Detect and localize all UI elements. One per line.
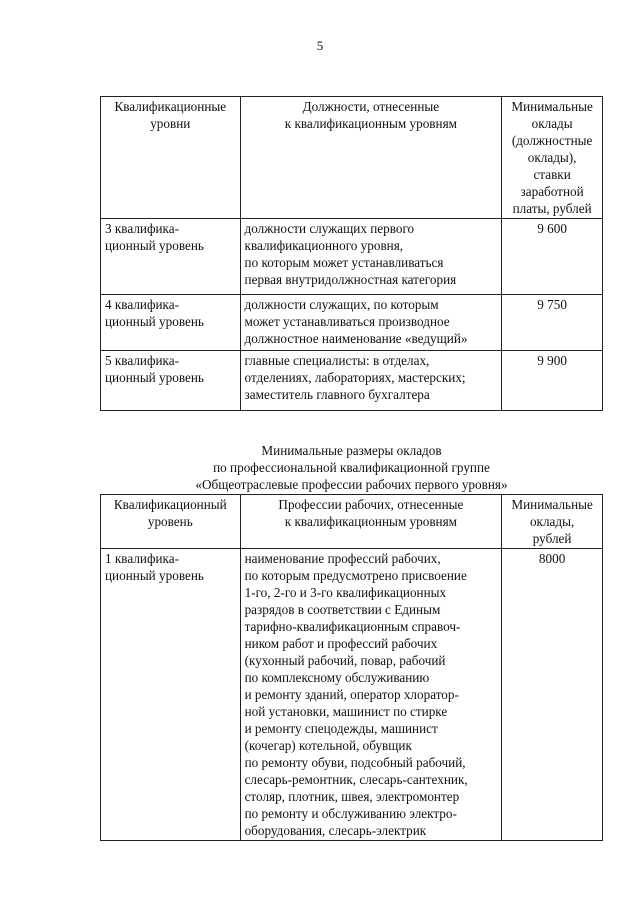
positions-cell: должности служащих, по которым может устанавливаться производное должностное наименование «ведущий» xyxy=(240,295,502,351)
header-qualification-levels: Квалификационные уровни xyxy=(101,97,241,219)
table-row xyxy=(101,295,603,351)
header-min-salary: Минимальные оклады, рублей xyxy=(502,495,603,549)
salary-cell: 9 900 xyxy=(502,351,603,411)
salary-cell: 8000 xyxy=(502,549,603,841)
table-header-row xyxy=(101,97,603,219)
professions-cell: наименование профессий рабочих, по которым предусмотрено присвоение 1-го, 2-го и 3-го квалификационных разрядов в соответствии с Единым тарифно-квалификационным справоч- ником работ и профессий рабочих (кухонный рабочий, повар, рабочий по комплексному обслуживанию и ремонту зданий, оператор хлоратор- ной установки, машинист по стирке и ремонту спецодежды, машинист (кочегар) котельной, обувщик по ремонту обуви, подсобный рабочий, слесарь-ремонтник, слесарь-сантехник, столяр, плотник, швея, электромонтер по ремонту и обслуживанию электро- оборудования, слесарь-электрик xyxy=(240,549,502,841)
level-cell: 4 квалифика- ционный уровень xyxy=(101,295,241,351)
level-cell: 1 квалифика- ционный уровень xyxy=(101,549,241,841)
header-professions: Профессии рабочих, отнесенные к квалификационным уровням xyxy=(240,495,502,549)
level-cell: 3 квалифика- ционный уровень xyxy=(101,219,241,295)
salary-cell: 9 600 xyxy=(502,219,603,295)
salary-table-employees xyxy=(100,96,603,411)
table-header-row xyxy=(101,495,603,549)
page-number: 5 xyxy=(316,38,324,53)
table-row xyxy=(101,549,603,841)
salary-table-workers xyxy=(100,494,603,841)
salary-cell: 9 750 xyxy=(502,295,603,351)
table-row xyxy=(101,219,603,295)
level-cell: 5 квалифика- ционный уровень xyxy=(101,351,241,411)
section-caption: Минимальные размеры окладов по профессиональной квалификационной группе «Общеотраслевые профессии рабочих первого уровня» xyxy=(195,443,508,492)
positions-cell: должности служащих первого квалификационного уровня, по которым может устанавливаться первая внутридолжностная категория xyxy=(240,219,502,295)
header-positions: Должности, отнесенные к квалификационным уровням xyxy=(240,97,502,219)
header-min-salary: Минимальные оклады (должностные оклады), ставки заработной платы, рублей xyxy=(502,97,603,219)
table-row xyxy=(101,351,603,411)
positions-cell: главные специалисты: в отделах, отделениях, лабораториях, мастерских; заместитель главного бухгалтера xyxy=(240,351,502,411)
header-qualification-level: Квалификационный уровень xyxy=(101,495,241,549)
